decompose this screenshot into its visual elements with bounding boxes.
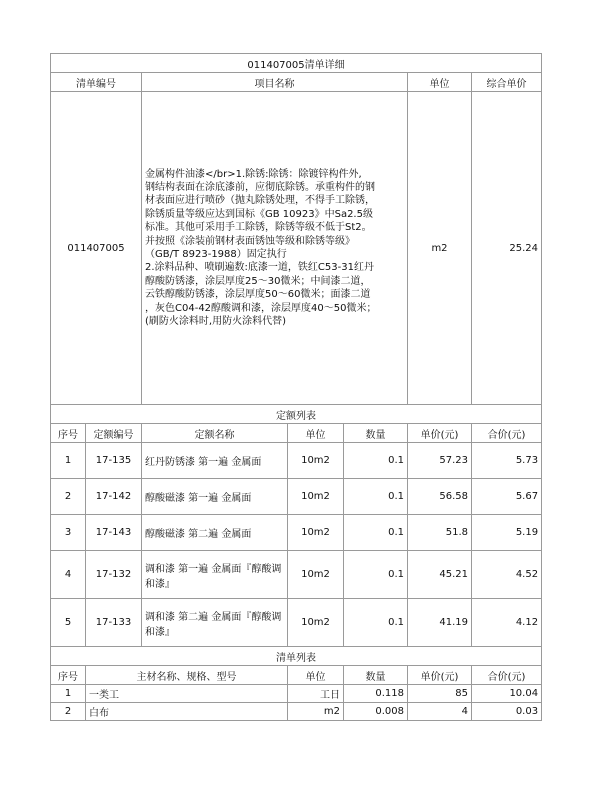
quota-unit: 10m2 <box>288 599 344 647</box>
quota-total: 4.52 <box>472 551 542 599</box>
quota-price: 45.21 <box>408 551 472 599</box>
table-row <box>51 703 542 721</box>
desc-line: 醇酸防锈漆，涂层厚度25～30微米；中间漆二道， <box>145 275 371 287</box>
material-total-header: 合价(元) <box>472 666 542 685</box>
quota-no: 5 <box>51 599 86 647</box>
quota-code: 17-135 <box>86 443 142 479</box>
quota-code: 17-133 <box>86 599 142 647</box>
quota-qty: 0.1 <box>344 479 408 515</box>
table-row <box>51 685 542 703</box>
quota-unit: 10m2 <box>288 443 344 479</box>
quota-name: 醇酸磁漆 第一遍 金属面 <box>142 479 288 515</box>
table-row <box>51 479 542 515</box>
material-total: 10.04 <box>472 685 542 703</box>
desc-line: 材表面应进行喷砂（抛丸除锈处理，不得手工除锈， <box>145 195 375 207</box>
material-price-header: 单价(元) <box>408 666 472 685</box>
desc-line: 并按照《涂装前钢材表面锈蚀等级和除锈等级》 <box>145 235 355 247</box>
bill-detail-sheet <box>50 53 541 721</box>
desc-line: ，灰色C04-42醇酸调和漆，涂层厚度40～50微米； <box>145 302 377 314</box>
material-name-header: 主材名称、规格、型号 <box>86 666 288 685</box>
material-unit: 工日 <box>288 685 344 703</box>
desc-line: (刷防火涂料时,用防火涂料代替) <box>145 316 286 328</box>
quota-name-header: 定额名称 <box>142 424 288 443</box>
material-price: 85 <box>408 685 472 703</box>
quota-unit: 10m2 <box>288 551 344 599</box>
quota-unit: 10m2 <box>288 479 344 515</box>
quota-price-header: 单价(元) <box>408 424 472 443</box>
quota-table <box>50 404 542 721</box>
bill-price: 25.24 <box>472 92 542 405</box>
quota-total: 5.67 <box>472 479 542 515</box>
quota-unit-header: 单位 <box>288 424 344 443</box>
desc-line: 钢结构表面在涂底漆前，应彻底除锈。承重构件的钢 <box>145 181 375 193</box>
material-name: 一类工 <box>86 685 288 703</box>
material-no: 2 <box>51 703 86 721</box>
quota-total: 5.73 <box>472 443 542 479</box>
quota-total: 4.12 <box>472 599 542 647</box>
quota-no: 3 <box>51 515 86 551</box>
quota-no: 1 <box>51 443 86 479</box>
table-row <box>51 443 542 479</box>
quota-total-header: 合价(元) <box>472 424 542 443</box>
bill-unit-header: 单位 <box>408 73 472 92</box>
quota-qty: 0.1 <box>344 443 408 479</box>
quota-no: 2 <box>51 479 86 515</box>
desc-line: 云铁醇酸防锈漆，涂层厚度50～60微米；面漆二道 <box>145 289 371 301</box>
quota-no: 4 <box>51 551 86 599</box>
material-no-header: 序号 <box>51 666 86 685</box>
material-total: 0.03 <box>472 703 542 721</box>
quota-code-header: 定额编号 <box>86 424 142 443</box>
quota-qty: 0.1 <box>344 599 408 647</box>
quota-qty: 0.1 <box>344 515 408 551</box>
quota-name: 调和漆 第一遍 金属面『醇酸调和漆』 <box>142 551 288 599</box>
quota-total: 5.19 <box>472 515 542 551</box>
quota-price: 57.23 <box>408 443 472 479</box>
quota-unit: 10m2 <box>288 515 344 551</box>
bill-table <box>50 53 542 405</box>
quota-qty: 0.1 <box>344 551 408 599</box>
bill-unit: m2 <box>408 92 472 405</box>
quota-name: 醇酸磁漆 第二遍 金属面 <box>142 515 288 551</box>
material-name: 白布 <box>86 703 288 721</box>
desc-line: 金属构件油漆</br>1.除锈:除锈：除镀锌构件外, <box>145 168 362 180</box>
bill-code-header: 清单编号 <box>51 73 142 92</box>
quota-price: 41.19 <box>408 599 472 647</box>
material-no: 1 <box>51 685 86 703</box>
material-qty-header: 数量 <box>344 666 408 685</box>
quota-no-header: 序号 <box>51 424 86 443</box>
bill-name-header: 项目名称 <box>142 73 408 92</box>
sheet-title: 011407005清单详细 <box>51 54 542 73</box>
material-section-title: 清单列表 <box>51 647 542 666</box>
bill-code: 011407005 <box>51 92 142 405</box>
table-row <box>51 515 542 551</box>
desc-line: （GB/T 8923-1988）固定执行 <box>145 249 287 260</box>
quota-code: 17-142 <box>86 479 142 515</box>
quota-name: 红丹防锈漆 第一遍 金属面 <box>142 443 288 479</box>
material-unit-header: 单位 <box>288 666 344 685</box>
material-qty: 0.008 <box>344 703 408 721</box>
quota-price: 51.8 <box>408 515 472 551</box>
table-row <box>51 599 542 647</box>
quota-qty-header: 数量 <box>344 424 408 443</box>
desc-line: 标准。其他可采用手工除锈，除锈等级不低于St2。 <box>145 222 372 234</box>
material-qty: 0.118 <box>344 685 408 703</box>
quota-name: 调和漆 第二遍 金属面『醇酸调和漆』 <box>142 599 288 647</box>
quota-section-title: 定额列表 <box>51 405 542 424</box>
desc-line: 2.涂料品种、喷刷遍数:底漆一道，铁红C53-31红丹 <box>145 262 374 274</box>
desc-line: 除锈质量等级应达到国标《GB 10923》中Sa2.5级 <box>145 208 373 220</box>
table-row <box>51 551 542 599</box>
quota-code: 17-132 <box>86 551 142 599</box>
material-price: 4 <box>408 703 472 721</box>
bill-price-header: 综合单价 <box>472 73 542 92</box>
material-unit: m2 <box>288 703 344 721</box>
quota-code: 17-143 <box>86 515 142 551</box>
quota-price: 56.58 <box>408 479 472 515</box>
bill-description <box>142 92 408 405</box>
